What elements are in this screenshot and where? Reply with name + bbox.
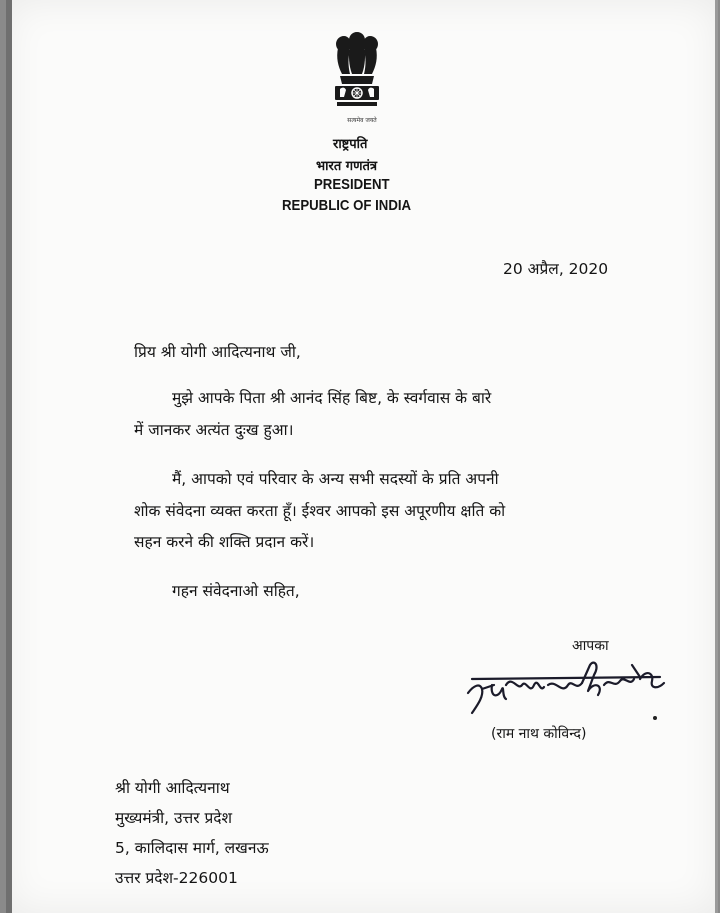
address-line-1: श्री योगी आदित्यनाथ: [115, 779, 230, 797]
ink-dot: [653, 716, 657, 720]
letterhead-title-hindi: राष्ट्रपति: [333, 137, 368, 152]
emblem-motto: सत्यमेव जयते: [347, 117, 377, 124]
letterhead-title-english: PRESIDENT: [314, 176, 390, 193]
signatory-name: (राम नाथ कोविन्द): [491, 726, 587, 742]
national-emblem-icon: [328, 28, 386, 128]
closing-line: गहन संवेदनाओ सहित,: [172, 582, 300, 600]
scan-shadow-left: [6, 0, 12, 913]
scan-shadow-right: [715, 0, 718, 913]
letter-sheet: [6, 0, 718, 913]
paragraph-1-line-2: में जानकर अत्यंत दुःख हुआ।: [134, 421, 294, 439]
address-line-2: मुख्यमंत्री, उत्तर प्रदेश: [115, 809, 233, 827]
paragraph-1-line-1: मुझे आपके पिता श्री आनंद सिंह बिष्ट, के स्वर्गवास के बारे: [172, 389, 492, 407]
letterhead-subtitle-english: REPUBLIC OF INDIA: [282, 197, 412, 214]
paragraph-2-line-2: शोक संवेदना व्यक्त करता हूँ। ईश्वर आपको इस अपूरणीय क्षति को: [134, 502, 506, 520]
yours-text: आपका: [572, 638, 609, 654]
letter-date: 20 अप्रैल, 2020: [503, 260, 609, 278]
address-line-3: 5, कालिदास मार्ग, लखनऊ: [115, 839, 269, 857]
salutation: प्रिय श्री योगी आदित्यनाथ जी,: [134, 343, 301, 361]
paragraph-2-line-1: मैं, आपको एवं परिवार के अन्य सभी सदस्यों के प्रति अपनी: [172, 470, 499, 488]
letterhead-subtitle-hindi: भारत गणतंत्र: [316, 159, 378, 174]
address-line-4: उत्तर प्रदेश-226001: [115, 869, 238, 887]
paragraph-2-line-3: सहन करने की शक्ति प्रदान करें।: [134, 533, 315, 551]
handwritten-signature: [464, 655, 669, 725]
